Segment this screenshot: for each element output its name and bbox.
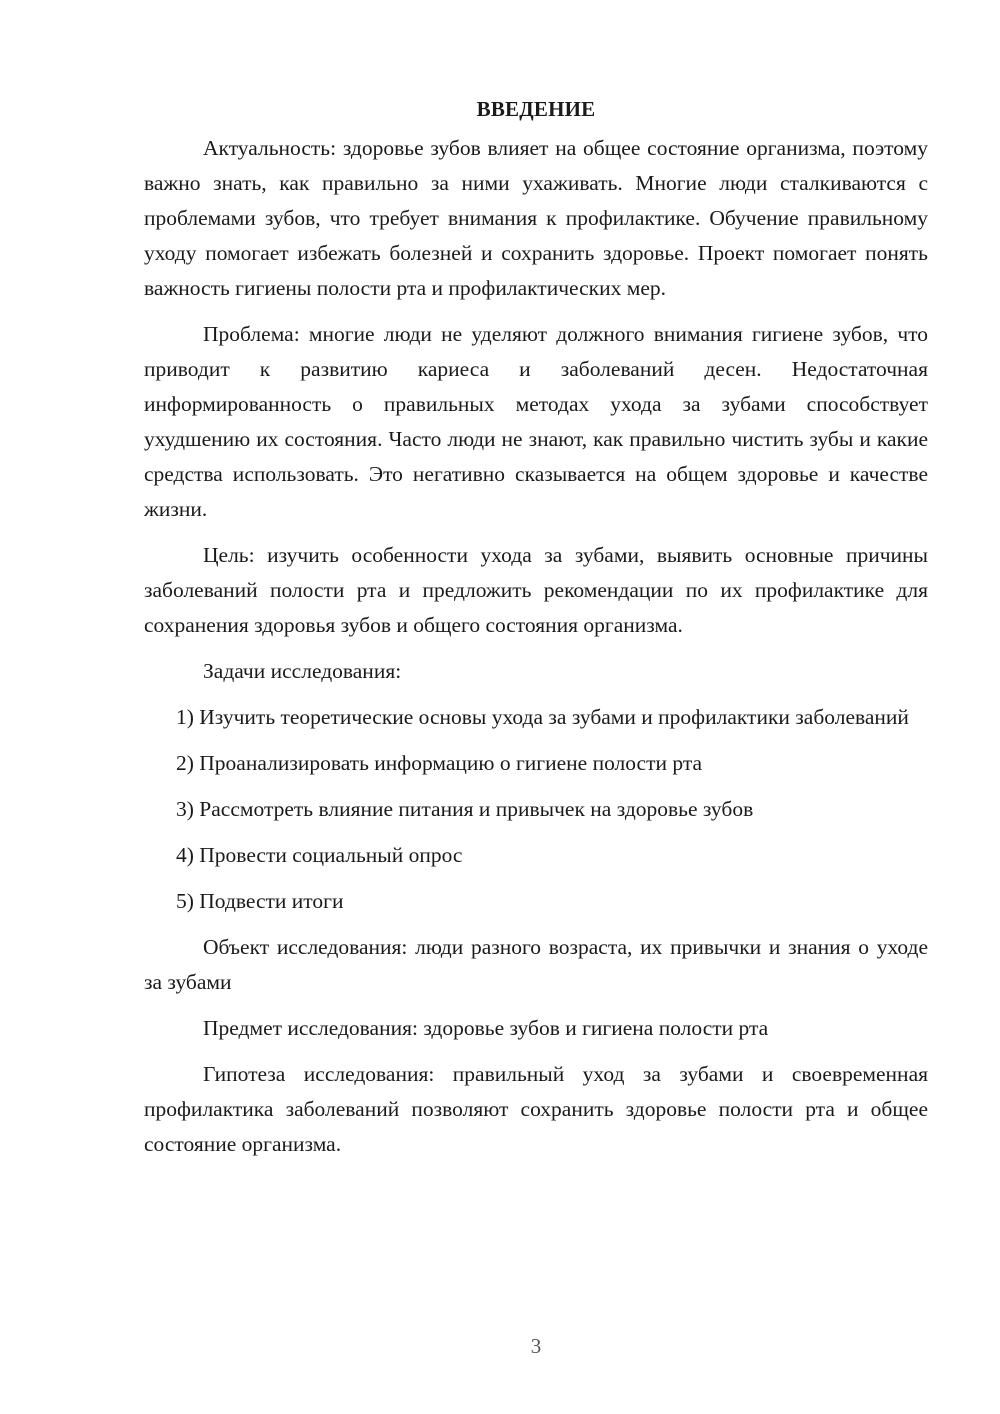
paragraph-subject: Предмет исследования: здоровье зубов и гигиена полости рта — [203, 1016, 769, 1040]
task-item-1: 1) Изучить теоретические основы ухода за зубами и профилактики заболеваний — [176, 705, 909, 729]
paragraph-object: Объект исследования: люди разного возраста, их привычки и знания о уходе за зубами — [144, 935, 928, 994]
paragraph-problem: Проблема: многие люди не уделяют должного внимания гигиене зубов, что приводит к развитию кариеса и заболеваний десен. Недостаточная информированность о правильных методах ухода за зубами способствует ухудшению их состояния. Часто люди не знают, как правильно чистить зубы и какие средства использовать. Это негативно сказывается на общем здоровье и качестве жизни. — [144, 322, 928, 521]
task-item-2: 2) Проанализировать информацию о гигиене полости рта — [176, 751, 703, 775]
paragraph-relevance: Актуальность: здоровье зубов влияет на общее состояние организма, поэтому важно знать, как правильно за ними ухаживать. Многие люди сталкиваются с проблемами зубов, что требует внимания к профилактике. Обучение правильному уходу помогает избежать болезней и сохранить здоровье. Проект помогает понять важность гигиены полости рта и профилактических мер. — [144, 136, 928, 300]
paragraph-hypothesis: Гипотеза исследования: правильный уход за зубами и своевременная профилактика заболеваний позволяют сохранить здоровье полости рта и общее состояние организма. — [144, 1062, 928, 1156]
task-item-5: 5) Подвести итоги — [176, 889, 344, 913]
tasks-heading: Задачи исследования: — [203, 659, 402, 683]
paragraph-goal: Цель: изучить особенности ухода за зубами, выявить основные причины заболеваний полости рта и предложить рекомендации по их профилактике для сохранения здоровья зубов и общего состояния организма. — [144, 543, 928, 637]
task-item-4: 4) Провести социальный опрос — [176, 843, 463, 867]
page-number: 3 — [530, 1334, 542, 1358]
section-title: ВВЕДЕНИЕ — [476, 97, 596, 121]
task-item-3: 3) Рассмотреть влияние питания и привычек на здоровье зубов — [176, 797, 754, 821]
document-page — [144, 92, 928, 1173]
